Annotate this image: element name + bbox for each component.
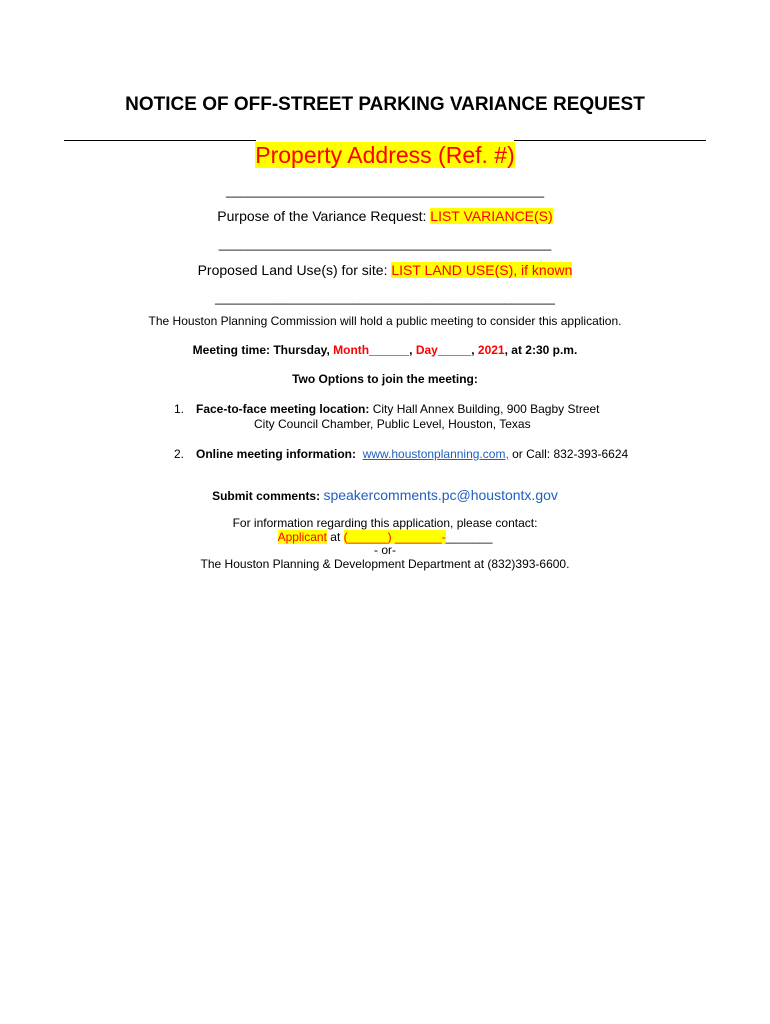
property-address: Property Address (Ref. #) [255, 142, 515, 168]
option-1 [174, 402, 600, 416]
blank-line-3: _______________________________________________ [215, 290, 555, 305]
meeting-year: 2021 [477, 343, 505, 357]
commission-text: The Houston Planning Commission will hold a public meeting to consider this application. [148, 314, 622, 328]
meeting-month-blank: ______, [369, 343, 416, 357]
contact-phone-mid: _______- [391, 530, 446, 544]
meeting-month: Month [333, 343, 370, 357]
purpose-row [0, 208, 770, 224]
contact-phone-end: _______ [445, 530, 493, 544]
contact-intro: For information regarding this application, please contact: [232, 516, 538, 530]
contact-department: The Houston Planning & Development Department at (832)393-6600. [200, 557, 570, 571]
option-2-number: 2. [174, 447, 185, 461]
option-1-label: Face-to-face meeting location: [196, 402, 370, 416]
land-use-label: Proposed Land Use(s) for site: [197, 262, 392, 278]
option-2-rest: or Call: 832-393-6624 [508, 447, 629, 461]
meeting-day: Day [415, 343, 438, 357]
rule-right [514, 140, 706, 141]
contact-applicant: Applicant [277, 530, 327, 544]
submit-label: Submit comments: [212, 489, 324, 503]
meeting-day-blank: _____, [437, 343, 478, 357]
option-2-comma: , [505, 447, 509, 461]
option-2 [174, 447, 628, 461]
option-1-line2: City Council Chamber, Public Level, Houston, Texas [254, 417, 531, 431]
option-2-label: Online meeting information: [196, 447, 357, 461]
contact-phone-area: (______) [343, 530, 392, 544]
option-1-number: 1. [174, 402, 185, 416]
submit-email-link[interactable]: speakercomments.pc@houstontx.gov [323, 487, 558, 503]
property-address-row [0, 142, 770, 169]
land-use-value: LIST LAND USE(S), if known [391, 262, 573, 278]
page-title: NOTICE OF OFF-STREET PARKING VARIANCE REQUEST [125, 94, 645, 115]
purpose-value: LIST VARIANCE(S) [430, 208, 553, 224]
meeting-suffix: , at 2:30 p.m. [504, 343, 578, 357]
land-use-row [0, 262, 770, 278]
options-heading: Two Options to join the meeting: [292, 372, 478, 386]
submit-comments [0, 487, 770, 503]
rule-left [64, 140, 256, 141]
houstonplanning-link[interactable]: www.houstonplanning.com [362, 447, 506, 461]
meeting-time [0, 343, 770, 357]
contact-applicant-row [0, 530, 770, 544]
option-1-value: City Hall Annex Building, 900 Bagby Street [369, 402, 600, 416]
contact-or: - or- [374, 543, 396, 557]
blank-line-2: ______________________________________________ [218, 236, 552, 251]
meeting-prefix: Meeting time: Thursday, [192, 343, 334, 357]
contact-at: at [326, 530, 344, 544]
purpose-label: Purpose of the Variance Request: [217, 208, 431, 224]
blank-line-1: ____________________________________________ [225, 183, 545, 198]
